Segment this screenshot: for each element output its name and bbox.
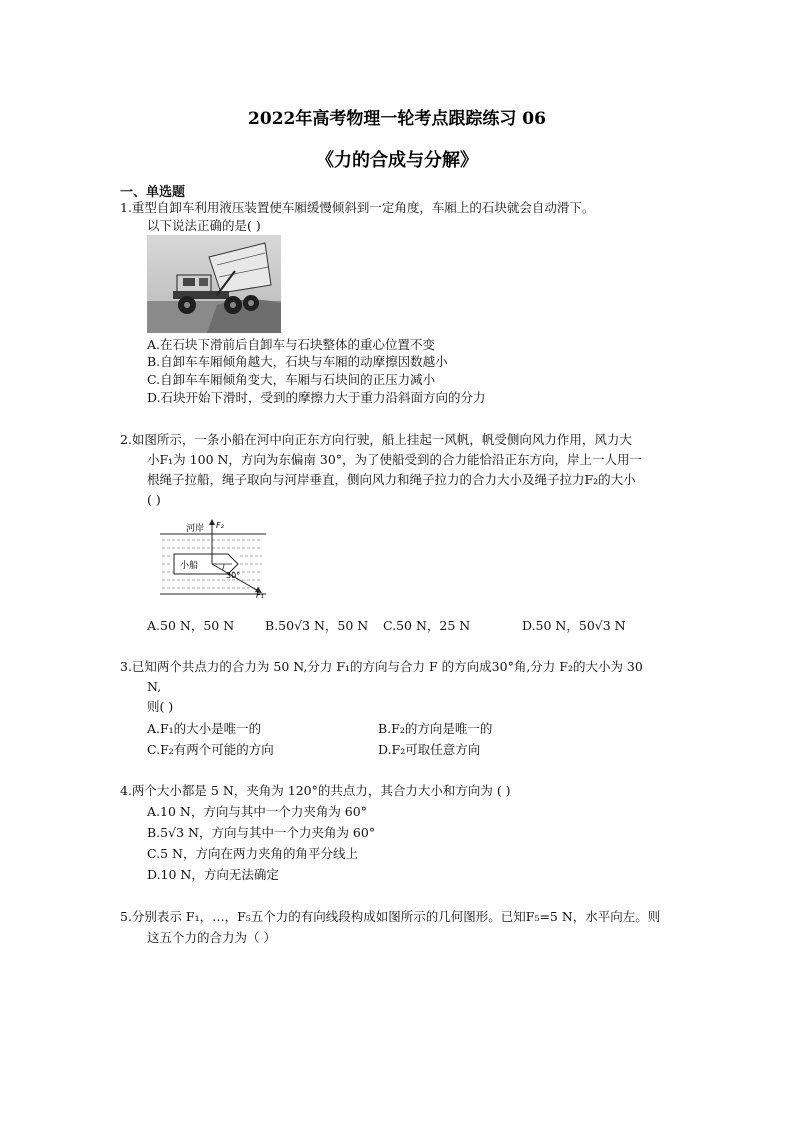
q4-option-a: A.10 N，方向与其中一个力夹角为 60° — [147, 804, 367, 819]
q1-option-c: C.自卸车车厢倾角变大，车厢与石块间的正压力减小 — [147, 372, 436, 387]
boat-force-diagram — [158, 518, 268, 600]
q3-stem-line1: 3.已知两个共点力的合力为 50 N,分力 F₁的方向与合力 F 的方向成30°角,分力 F₂的大小为 30 — [120, 659, 643, 674]
f2-label: F₂ — [216, 521, 224, 530]
q2-stem-line3: 根绳子拉船，绳子取向与河岸垂直，侧向风力和绳子拉力的合力大小及绳子拉力F₂的大小 — [147, 472, 636, 487]
q1-stem-line1: 1.重型自卸车利用液压装置使车厢缓慢倾斜到一定角度，车厢上的石块就会自动滑下。 — [120, 200, 595, 215]
q1-option-d: D.石块开始下滑时，受到的摩擦力大于重力沿斜面方向的分力 — [147, 390, 486, 405]
q3-stem-line2: N, — [147, 679, 162, 694]
q4-option-b: B.5√3 N，方向与其中一个力夹角为 60° — [147, 825, 376, 840]
page-title: 2022年高考物理一轮考点跟踪练习 06 — [248, 109, 546, 129]
q2-option-a: A.50 N，50 N — [147, 618, 235, 633]
q3-option-b: B.F₂的方向是唯一的 — [378, 721, 493, 736]
q2-option-b: B.50√3 N，50 N — [265, 618, 369, 633]
q1-option-b: B.自卸车车厢倾角越大，石块与车厢的动摩擦因数越小 — [147, 354, 448, 369]
q3-option-d: D.F₂可取任意方向 — [378, 742, 481, 757]
f1-label: F₁ — [256, 591, 264, 600]
q4-option-d: D.10 N，方向无法确定 — [147, 867, 279, 882]
dump-truck-photo — [147, 235, 281, 333]
q2-option-d: D.50 N，50√3 N — [522, 618, 626, 633]
page-subtitle: 《力的合成与分解》 — [316, 150, 478, 171]
q4-option-c: C.5 N，方向在两力夹角的角平分线上 — [147, 846, 358, 861]
q4-stem: 4.两个大小都是 5 N，夹角为 120°的共点力，其合力大小和方向为 ( ) — [120, 783, 511, 798]
q5-stem-line2: 这五个力的合力为（ ） — [147, 930, 276, 945]
q2-option-c: C.50 N，25 N — [383, 618, 471, 633]
q1-option-a: A.在石块下滑前后自卸车与石块整体的重心位置不变 — [147, 337, 436, 352]
q3-stem-line3: 则( ) — [147, 699, 174, 714]
q3-option-c: C.F₂有两个可能的方向 — [147, 742, 274, 757]
q5-stem-line1: 5.分别表示 F₁，…，F₅五个力的有向线段构成如图所示的几何图形。已知F₅=5 N，水平向左。则 — [120, 909, 661, 924]
section-heading: 一、单选题 — [120, 185, 186, 200]
q2-stem-line4: ( ) — [147, 492, 161, 507]
q3-option-a: A.F₁的大小是唯一的 — [147, 721, 262, 736]
bank-label: 河岸 — [186, 524, 205, 534]
angle-label: 30° — [226, 571, 241, 580]
q2-stem-line1: 2.如图所示，一条小船在河中向正东方向行驶，船上挂起一风帆，帆受侧向风力作用，风力大 — [120, 432, 632, 447]
boat-label: 小船 — [180, 561, 199, 571]
q2-stem-line2: 小F₁为 100 N，方向为东偏南 30°，为了使船受到的合力能恰沿正东方向，岸上一人用一 — [147, 452, 643, 467]
q1-stem-line2: 以下说法正确的是( ) — [147, 218, 261, 233]
